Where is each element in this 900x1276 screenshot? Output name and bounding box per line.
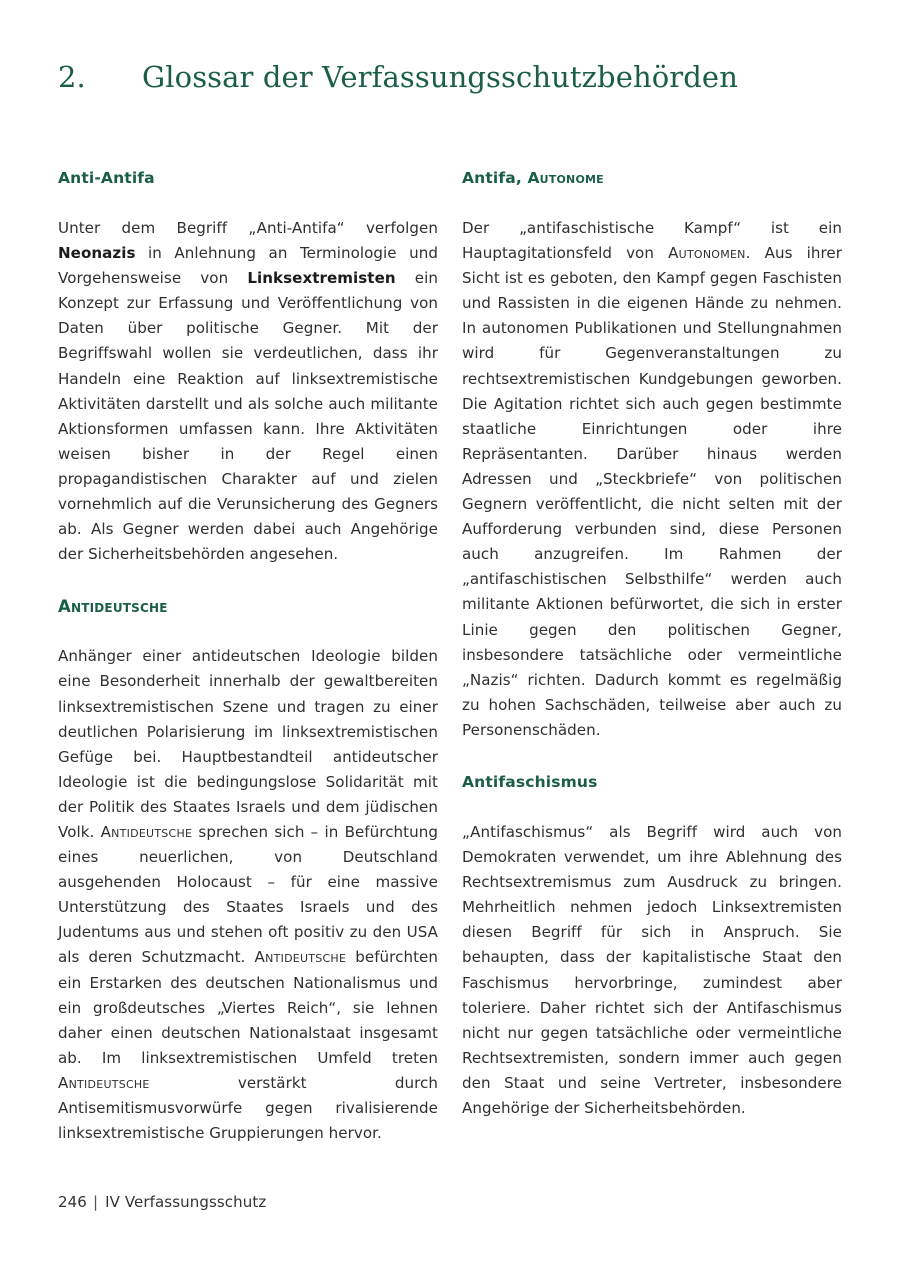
glossary-entry-antifa-autonome [462,168,842,743]
glossary-entry-antideutsche [58,596,438,1146]
footer-page-number: 246 [58,1193,87,1211]
section-number: 2. [58,60,86,94]
entry-paragraph-anti-antifa: Unter dem Begriff „Anti-Antifa“ verfolgen Neonazis in Anlehnung an Terminologie und Vorgehensweise von Linksextremisten ein Konzept zur Erfassung und Veröffentlichung von Daten über politische Gegner. Mit der Begriffswahl wollen sie verdeutlichen, dass ihr Handeln eine Reaktion auf linksextremistische Aktivitäten darstellt und als solche auch militante Aktionsformen umfassen kann. Ihre Aktivitäten weisen bisher in der Regel einen propagandistischen Charakter auf und zielen vornehmlich auf die Verunsicherung des Gegners ab. Als Gegner werden dabei auch Angehörige der Sicherheitsbehörden angesehen. [58,219,439,564]
footer-chapter-label: IV Verfassungsschutz [105,1193,267,1211]
entry-heading-anti-antifa: Anti-Antifa [58,169,155,187]
spacer [58,617,438,644]
spacer [58,567,438,596]
entry-paragraph-antifaschismus: „Antifaschismus“ als Begriff wird auch von Demokraten verwendet, um ihre Ablehnung des Rechtsextremismus zum Ausdruck zu bringen. Mehrheitlich nehmen jedoch Linksextremisten diesen Begriff für sich in Anspruch. Sie behaupten, dass der kapitalistische Staat den Faschismus hervorbringe, zumindest aber toleriere. Daher richtet sich der Antifaschismus nicht nur gegen tatsächliche oder vermeintliche Rechtsextremisten, sondern immer auch gegen den Staat und seine Vertreter, insbesondere Angehörige der Sicherheitsbehörden. [462,822,842,1117]
page-title [58,60,848,94]
entry-paragraph-antideutsche: Anhänger einer antideutschen Ideologie bilden eine Besonderheit innerhalb der gewaltbereiten linksextremistischen Szene und tragen zu einer deutlichen Polarisierung im linksextremistischen Gefüge bei. Hauptbestandteil antideutscher Ideologie ist die bedingungslose Solidarität mit der Politik des Staates Israels und dem jüdischen Volk. Antideutsche sprechen sich – in Befürchtung eines neuerlichen, von Deutschland ausgehenden Holocaust – für eine massive Unterstützung des Staates Israels und des Judentums aus und stehen oft positiv zu den USA als deren Schutzmacht. Antideutsche befürchten ein Erstarken des deutschen Nationalismus und ein großdeutsches „Viertes Reich“, sie lehnen daher einen deutschen Nationalstaat insgesamt ab. Im linksextremistischen Umfeld treten Antideutsche verstärkt durch Antisemitismusvorwürfe gegen rivalisierende linksextremistische Gruppierungen hervor. [58,647,439,1143]
entry-heading-antideutsche: Antideutsche [58,597,168,617]
two-column-body [58,168,842,1146]
spacer [462,793,842,820]
spacer [462,189,842,216]
left-column [58,168,438,1146]
glossary-entry-anti-antifa [58,168,438,567]
page-footer [58,1192,266,1212]
entry-paragraph-antifa-autonome: Der „antifaschistische Kampf“ ist ein Hauptagitationsfeld von Autonomen. Aus ihrer Sicht ist es geboten, den Kampf gegen Faschisten und Rassisten in die eigenen Hände zu nehmen. In autonomen Publikationen und Stellungnahmen wird für Gegenveranstaltungen zu rechtsextremistischen Kundgebungen geworben. Die Agitation richtet sich auch gegen bestimmte staatliche Einrichtungen oder ihre Repräsentanten. Darüber hinaus werden Adressen und „Steckbriefe“ von politischen Gegnern veröffentlicht, die nicht selten mit der Aufforderung verbunden sind, diese Personen auch anzugreifen. Im Rahmen der „antifaschistischen Selbsthilfe“ werden auch militante Aktionen befürwortet, die sich in erster Linie gegen den politischen Gegner, insbesondere tatsächliche oder vermeintliche „Nazis“ richten. Dadurch kommt es regelmäßig zu hohen Sachschäden, teilweise aber auch zu Personenschäden. [462,219,842,739]
right-column [462,168,842,1121]
section-title-text: Glossar der Verfassungsschutzbehörden [142,60,738,94]
entry-heading-antifa-autonome: Antifa, Autonome [462,169,604,187]
spacer [58,189,438,216]
footer-separator: | [92,1193,99,1211]
glossary-entry-antifaschismus [462,772,842,1121]
spacer [462,743,842,772]
entry-heading-antifaschismus: Antifaschismus [462,772,598,791]
